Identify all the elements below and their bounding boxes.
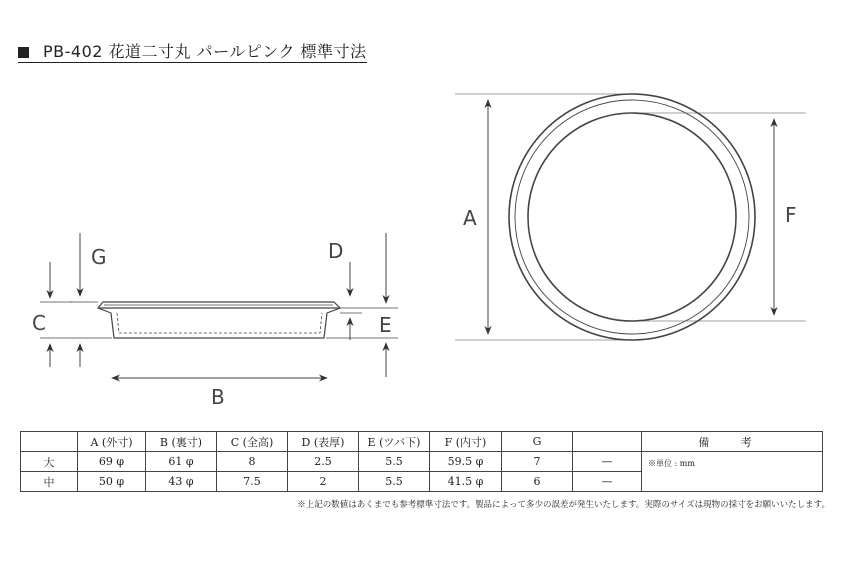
label-d: D <box>328 239 344 263</box>
label-a: A <box>463 206 477 230</box>
top-view-outer-ring <box>509 94 755 340</box>
dim-f <box>632 113 806 321</box>
table-cell: 7 <box>502 452 573 472</box>
dim-d <box>340 262 362 340</box>
table-cell: 43 φ <box>146 472 217 492</box>
table-row <box>21 452 823 472</box>
table-cell: 2 <box>288 472 359 492</box>
label-c: C <box>32 311 46 335</box>
header-cell: C (全高) <box>217 432 288 452</box>
table-cell: 5.5 <box>359 452 430 472</box>
top-view-rim-ring <box>515 100 749 334</box>
header-cell <box>21 432 78 452</box>
label-g: G <box>91 245 107 269</box>
label-f: F <box>785 203 797 227</box>
title-text: PB-402 花道二寸丸 パールピンク 標準寸法 <box>43 42 367 61</box>
table-cell: 8 <box>217 452 288 472</box>
header-cell: A (外寸) <box>78 432 146 452</box>
header-cell: D (表厚) <box>288 432 359 452</box>
table-cell: 2.5 <box>288 452 359 472</box>
header-cell: G <box>502 432 573 452</box>
side-view <box>98 302 340 338</box>
table-header-row <box>21 432 823 452</box>
table-cell: — <box>573 452 642 472</box>
spec-table <box>20 431 823 492</box>
table-cell: 7.5 <box>217 472 288 492</box>
header-cell <box>573 432 642 452</box>
dim-c <box>40 262 112 367</box>
top-view-inner-ring <box>528 113 736 321</box>
footnote: ※上記の数値はあくまでも参考標準寸法です。製品によって多少の誤差が発生いたします。実際のサイズは現物の採寸をお願いいたします。 <box>297 500 830 510</box>
header-cell: B (裏寸) <box>146 432 217 452</box>
table-cell: 大 <box>21 452 78 472</box>
header-cell-remarks: 備 考 <box>642 432 823 452</box>
table-cell: 69 φ <box>78 452 146 472</box>
table-note: ※単位 : mm <box>642 452 823 492</box>
label-b: B <box>211 385 225 409</box>
table-cell: 61 φ <box>146 452 217 472</box>
table-cell: 6 <box>502 472 573 492</box>
table-cell: 59.5 φ <box>430 452 502 472</box>
header-cell: E (ツバ下) <box>359 432 430 452</box>
table-cell: 中 <box>21 472 78 492</box>
label-e: E <box>379 313 392 337</box>
top-view <box>509 94 755 340</box>
table-cell: 41.5 φ <box>430 472 502 492</box>
table-cell: 5.5 <box>359 472 430 492</box>
table-cell: 50 φ <box>78 472 146 492</box>
table-cell: — <box>573 472 642 492</box>
header-cell: F (内寸) <box>430 432 502 452</box>
